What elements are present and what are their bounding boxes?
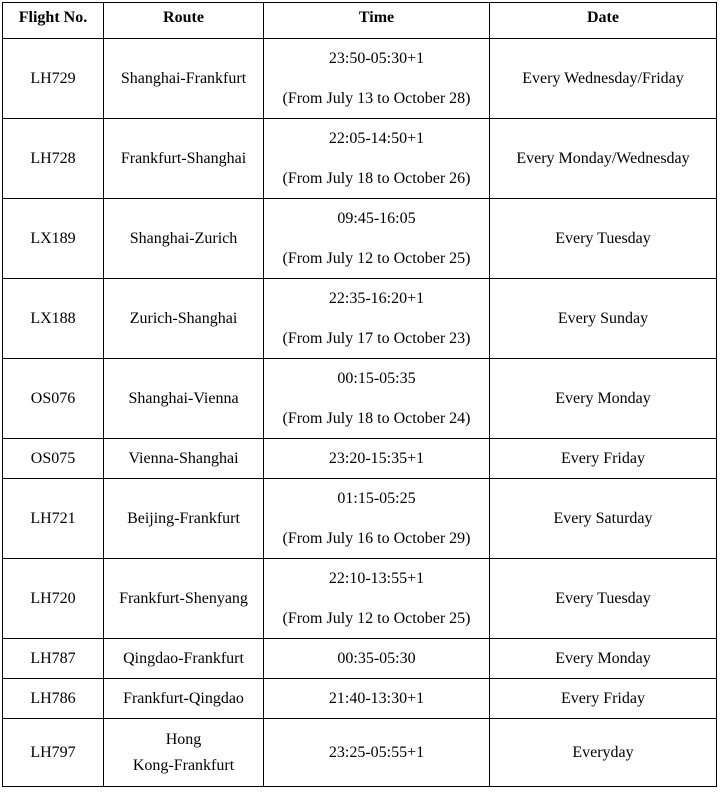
table-row <box>3 119 717 199</box>
flight-no-cell: LH729 <box>3 39 104 119</box>
route-cell: Frankfurt-Qingdao <box>104 679 264 719</box>
time-range: 22:35-16:20+1 <box>328 289 425 307</box>
route-cell: Shanghai-Zurich <box>104 199 264 279</box>
flight-no-cell: LX188 <box>3 279 104 359</box>
route-cell: Qingdao-Frankfurt <box>104 639 264 679</box>
route-cell: Frankfurt-Shenyang <box>104 559 264 639</box>
route-cell: Shanghai-Frankfurt <box>104 39 264 119</box>
schedule-period: (From July 18 to October 24) <box>282 409 471 427</box>
table-row <box>3 719 717 787</box>
table-row <box>3 199 717 279</box>
table-row <box>3 679 717 719</box>
time-cell: 23:20-15:35+1 <box>264 439 490 479</box>
date-cell: Every Wednesday/Friday <box>490 39 717 119</box>
route-line-2: Kong-Frankfurt <box>132 756 235 774</box>
date-cell: Every Saturday <box>490 479 717 559</box>
flight-no-cell: LH786 <box>3 679 104 719</box>
time-cell: 21:40-13:30+1 <box>264 679 490 719</box>
header-time: Time <box>264 3 490 39</box>
date-cell: Every Monday <box>490 639 717 679</box>
schedule-period: (From July 13 to October 28) <box>282 89 471 107</box>
schedule-period: (From July 16 to October 29) <box>282 529 471 547</box>
time-range: 09:45-16:05 <box>337 209 416 227</box>
time-cell <box>264 359 490 439</box>
schedule-period: (From July 17 to October 23) <box>282 329 471 347</box>
time-range: 01:15-05:25 <box>337 489 416 507</box>
table-row <box>3 39 717 119</box>
flight-no-cell: OS075 <box>3 439 104 479</box>
time-cell: 00:35-05:30 <box>264 639 490 679</box>
header-flight-no: Flight No. <box>3 3 104 39</box>
table-row <box>3 639 717 679</box>
route-cell: Zurich-Shanghai <box>104 279 264 359</box>
time-range: 23:50-05:30+1 <box>328 49 425 67</box>
date-cell: Every Tuesday <box>490 199 717 279</box>
time-cell: 23:25-05:55+1 <box>264 719 490 787</box>
table-header-row <box>3 3 717 39</box>
date-cell: Every Monday <box>490 359 717 439</box>
flight-no-cell: LH721 <box>3 479 104 559</box>
table-row <box>3 359 717 439</box>
table-row <box>3 279 717 359</box>
schedule-period: (From July 18 to October 26) <box>282 169 471 187</box>
time-range: 22:05-14:50+1 <box>328 129 425 147</box>
header-date: Date <box>490 3 717 39</box>
table-row <box>3 559 717 639</box>
time-cell <box>264 119 490 199</box>
route-cell: Shanghai-Vienna <box>104 359 264 439</box>
time-cell <box>264 479 490 559</box>
route-cell: Beijing-Frankfurt <box>104 479 264 559</box>
date-cell: Every Sunday <box>490 279 717 359</box>
flight-no-cell: LH797 <box>3 719 104 787</box>
route-cell: Frankfurt-Shanghai <box>104 119 264 199</box>
route-line-1: Hong <box>165 730 202 748</box>
date-cell: Every Friday <box>490 679 717 719</box>
schedule-period: (From July 12 to October 25) <box>282 609 471 627</box>
time-cell <box>264 559 490 639</box>
date-cell: Every Friday <box>490 439 717 479</box>
time-cell <box>264 199 490 279</box>
time-range: 00:15-05:35 <box>337 369 416 387</box>
flight-no-cell: LH720 <box>3 559 104 639</box>
time-cell <box>264 39 490 119</box>
route-cell: Vienna-Shanghai <box>104 439 264 479</box>
header-route: Route <box>104 3 264 39</box>
schedule-period: (From July 12 to October 25) <box>282 249 471 267</box>
flight-no-cell: OS076 <box>3 359 104 439</box>
table-row <box>3 479 717 559</box>
flight-no-cell: LH728 <box>3 119 104 199</box>
date-cell: Every Monday/Wednesday <box>490 119 717 199</box>
flight-schedule-table <box>2 2 717 787</box>
date-cell: Everyday <box>490 719 717 787</box>
time-cell <box>264 279 490 359</box>
route-cell <box>104 719 264 787</box>
flight-no-cell: LX189 <box>3 199 104 279</box>
time-range: 22:10-13:55+1 <box>328 569 425 587</box>
date-cell: Every Tuesday <box>490 559 717 639</box>
table-row <box>3 439 717 479</box>
flight-no-cell: LH787 <box>3 639 104 679</box>
